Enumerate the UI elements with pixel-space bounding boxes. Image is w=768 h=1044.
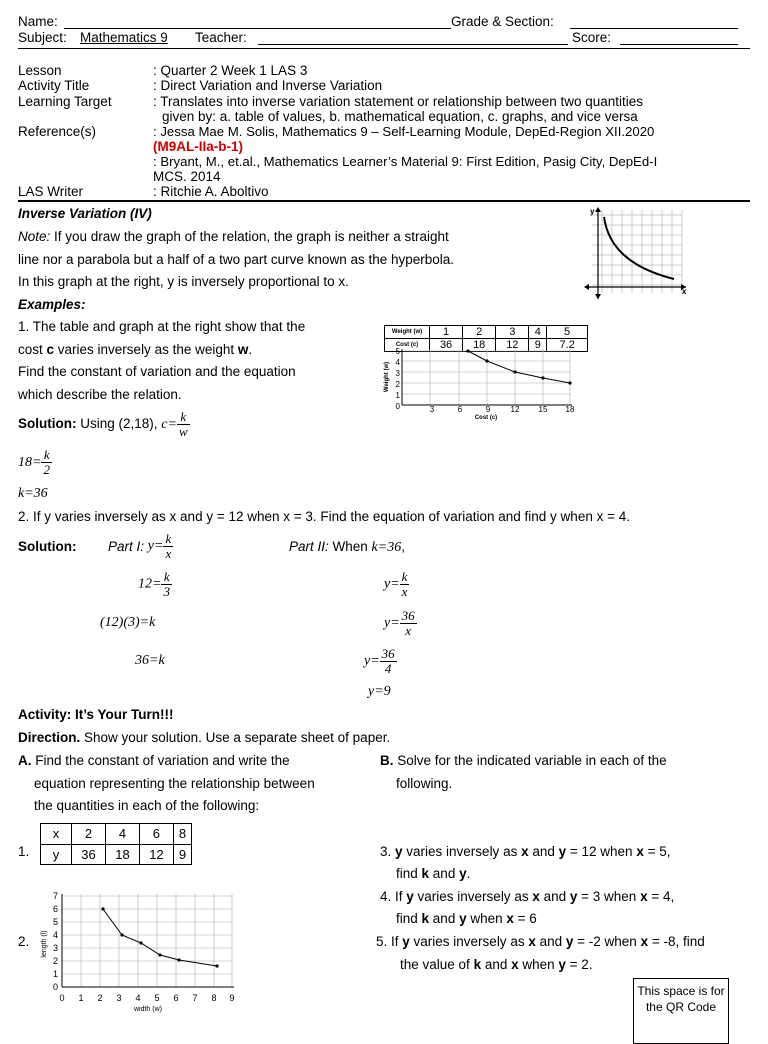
y-tick: 0 bbox=[52, 982, 58, 992]
info-label: Reference(s) bbox=[18, 124, 97, 139]
var: y bbox=[402, 934, 410, 949]
text: = 2. bbox=[565, 957, 593, 972]
var: x bbox=[528, 934, 536, 949]
var: y bbox=[459, 866, 467, 881]
text: varies inversely as bbox=[413, 889, 533, 904]
example1-line bbox=[18, 342, 252, 357]
info-label: Learning Target bbox=[18, 94, 112, 109]
table-cell: 6 bbox=[139, 824, 173, 845]
activity-direction bbox=[18, 730, 390, 745]
fraction bbox=[177, 410, 190, 439]
math: c= bbox=[161, 417, 177, 433]
text: = 4, bbox=[647, 889, 675, 904]
var-c: c bbox=[46, 342, 55, 357]
hyperbola-graph bbox=[582, 205, 692, 301]
svg-text:x: x bbox=[682, 287, 687, 296]
part-label: A. bbox=[18, 753, 32, 768]
y-tick: 3 bbox=[52, 943, 58, 953]
x-tick: 8 bbox=[211, 993, 217, 1003]
table-cell: 36 bbox=[430, 339, 463, 352]
text: = 12 when bbox=[566, 844, 637, 859]
x-tick: 5 bbox=[154, 993, 160, 1003]
example2-question: 2. If y varies inversely as x and y = 12 when x = 3. Find the equation of variation and find y when x = 4. bbox=[18, 509, 630, 524]
y-tick: 1 bbox=[52, 969, 58, 979]
text: Using (2,18), bbox=[76, 416, 162, 432]
part1-step: (12)(3)=k bbox=[100, 615, 156, 630]
var: y bbox=[406, 889, 414, 904]
x-axis-label: width (w) bbox=[133, 1006, 163, 1013]
text: find bbox=[396, 911, 422, 926]
y-tick: 5 bbox=[52, 917, 58, 927]
grade-blank[interactable] bbox=[570, 28, 738, 29]
var: x bbox=[640, 889, 648, 904]
note-text: If you draw the graph of the relation, the graph is neither a straight bbox=[50, 229, 449, 244]
table-cell: 36 bbox=[72, 844, 106, 865]
text: varies inversely as bbox=[402, 844, 522, 859]
var-w: w bbox=[237, 342, 249, 357]
problem-3-cont bbox=[396, 866, 470, 881]
text: the value of bbox=[400, 957, 474, 972]
denominator: 2 bbox=[43, 462, 50, 477]
part-a-line bbox=[18, 753, 290, 768]
info-value: MCS. 2014 bbox=[153, 169, 221, 184]
denominator: 4 bbox=[384, 661, 392, 676]
weight-cost-chart bbox=[380, 345, 590, 423]
note-line: line nor a parabola but a half of a two part curve known as the hyperbola. bbox=[18, 252, 455, 267]
example1-line: 1. The table and graph at the right show that the bbox=[18, 319, 306, 334]
text: Solve for the indicated variable in each of the bbox=[393, 753, 667, 768]
denominator: x bbox=[405, 623, 412, 638]
math: y= bbox=[384, 576, 400, 592]
part-a-line: the quantities in each of the following: bbox=[34, 798, 260, 813]
text: varies inversely as the weight bbox=[54, 342, 238, 357]
part1-equation bbox=[108, 532, 173, 561]
var: x bbox=[532, 889, 540, 904]
example1-step: k=36 bbox=[18, 486, 48, 501]
text: varies inversely as bbox=[409, 934, 529, 949]
info-label: Lesson bbox=[18, 63, 62, 78]
problem-5-cont bbox=[400, 957, 593, 972]
denominator: 3 bbox=[163, 584, 170, 599]
y-tick: 3 bbox=[395, 369, 400, 378]
text: = 3 when bbox=[577, 889, 641, 904]
note-line: In this graph at the right, y is inversely proportional to x. bbox=[18, 274, 349, 289]
y-tick: 4 bbox=[395, 358, 400, 367]
fraction bbox=[380, 647, 397, 676]
y-tick: 0 bbox=[395, 402, 400, 411]
numerator: k bbox=[161, 570, 172, 585]
numerator: 36 bbox=[401, 608, 415, 623]
subject-value: Mathematics 9 bbox=[80, 30, 168, 45]
example1-solution bbox=[18, 410, 190, 439]
info-value: : Quarter 2 Week 1 LAS 3 bbox=[153, 63, 308, 78]
table-cell: 12 bbox=[139, 844, 173, 865]
x-tick: 3 bbox=[429, 405, 435, 414]
text: = 6 bbox=[513, 911, 537, 926]
y-tick: 1 bbox=[395, 391, 400, 400]
math: y= bbox=[364, 653, 380, 669]
text: and bbox=[481, 957, 512, 972]
table-cell: 2 bbox=[463, 326, 496, 339]
table-cell: 5 bbox=[547, 326, 588, 339]
example1-step bbox=[18, 448, 52, 477]
note-line bbox=[18, 229, 449, 244]
math: 12= bbox=[138, 576, 162, 592]
x-tick: 9 bbox=[229, 993, 235, 1003]
y-tick: 4 bbox=[52, 930, 58, 940]
numerator: k bbox=[401, 569, 408, 584]
x-tick: 9 bbox=[485, 405, 491, 414]
example1-line: which describe the relation. bbox=[18, 387, 182, 402]
table-cell: 9 bbox=[173, 844, 191, 865]
x-tick: 2 bbox=[97, 993, 103, 1003]
table-cell: 4 bbox=[105, 824, 139, 845]
text: and bbox=[429, 866, 460, 881]
part2-step bbox=[364, 647, 397, 676]
var: x bbox=[521, 844, 529, 859]
teacher-label: Teacher: bbox=[195, 30, 247, 45]
x-tick: 6 bbox=[173, 993, 179, 1003]
info-label: Activity Title bbox=[18, 78, 90, 93]
x-tick: 15 bbox=[538, 405, 548, 414]
part2-step: y=9 bbox=[368, 684, 391, 699]
svg-text:y: y bbox=[590, 207, 595, 216]
problem-5 bbox=[376, 934, 705, 949]
fraction bbox=[163, 532, 173, 561]
part-b-line bbox=[380, 753, 667, 768]
info-value: : Translates into inverse variation statement or relationship between two quantities bbox=[153, 94, 644, 109]
part2-step bbox=[384, 609, 417, 638]
item-number: 1. bbox=[18, 844, 30, 859]
text: Find the constant of variation and write the bbox=[31, 753, 290, 768]
x-tick: 0 bbox=[59, 993, 65, 1003]
var: k bbox=[421, 866, 430, 881]
direction-label: Direction. bbox=[18, 730, 81, 745]
subject-label: Subject: bbox=[18, 30, 67, 45]
note-label: Note: bbox=[18, 229, 51, 244]
x-tick: 12 bbox=[510, 405, 520, 414]
text: 4. If bbox=[380, 889, 407, 904]
denominator: x bbox=[165, 546, 172, 561]
text: when bbox=[518, 957, 559, 972]
x-tick: 18 bbox=[565, 405, 575, 414]
math: k=36 bbox=[371, 540, 402, 555]
table-cell: 9 bbox=[529, 339, 547, 352]
part-b-line: following. bbox=[396, 776, 453, 791]
info-divider bbox=[18, 200, 750, 202]
var: k bbox=[421, 911, 430, 926]
var: x bbox=[506, 911, 514, 926]
denominator: x bbox=[401, 584, 408, 599]
info-value: given by: a. table of values, b. mathematical equation, c. graphs, and vice versa bbox=[162, 109, 638, 124]
table-header: Weight (w) bbox=[385, 326, 430, 339]
var: y bbox=[565, 934, 574, 949]
examples-label: Examples: bbox=[18, 297, 86, 312]
numerator: k bbox=[165, 531, 172, 546]
table-header: y bbox=[41, 844, 72, 865]
y-tick: 7 bbox=[52, 891, 58, 901]
text: find bbox=[396, 866, 422, 881]
table-cell: 3 bbox=[496, 326, 529, 339]
name-blank[interactable] bbox=[64, 28, 451, 29]
info-value: : Direct Variation and Inverse Variation bbox=[153, 78, 383, 93]
table-cell: 12 bbox=[496, 339, 529, 352]
fraction bbox=[41, 448, 52, 477]
score-blank[interactable] bbox=[620, 44, 738, 45]
var: y bbox=[459, 911, 467, 926]
name-label: Name: bbox=[18, 14, 58, 29]
info-label: LAS Writer bbox=[18, 184, 84, 199]
part1-step: 36=k bbox=[135, 653, 165, 668]
text: when bbox=[466, 911, 507, 926]
x-tick: 6 bbox=[457, 405, 463, 414]
table-header: x bbox=[41, 824, 72, 845]
numerator: 36 bbox=[381, 646, 395, 661]
y-tick: 2 bbox=[395, 380, 400, 389]
grade-label: Grade & Section: bbox=[451, 14, 554, 29]
x-tick: 4 bbox=[135, 993, 141, 1003]
problem-4-cont bbox=[396, 911, 537, 926]
fraction bbox=[161, 570, 172, 599]
fraction bbox=[400, 609, 417, 638]
text: = 5, bbox=[643, 844, 671, 859]
x-axis-label: Cost (c) bbox=[474, 415, 498, 421]
text: . bbox=[248, 342, 253, 357]
text: and bbox=[528, 844, 559, 859]
activity-title: Activity: It’s Your Turn!!! bbox=[18, 707, 174, 722]
text: Show your solution. Use a separate sheet of paper. bbox=[80, 730, 391, 745]
competency-code: (M9AL-IIa-b-1) bbox=[153, 139, 243, 154]
text: = -8, find bbox=[648, 934, 705, 949]
table-header: Cost (c) bbox=[385, 339, 430, 352]
text: , bbox=[401, 539, 405, 554]
problem-4 bbox=[380, 889, 674, 904]
part-a-line: equation representing the relationship between bbox=[34, 776, 315, 791]
score-label: Score: bbox=[572, 30, 612, 45]
part-label: B. bbox=[380, 753, 394, 768]
text: and bbox=[535, 934, 566, 949]
table-cell: 4 bbox=[529, 326, 547, 339]
problem-3 bbox=[380, 844, 671, 859]
header-divider bbox=[18, 48, 750, 49]
table-cell: 1 bbox=[430, 326, 463, 339]
info-value: : Jessa Mae M. Solis, Mathematics 9 – Self-Learning Module, DepEd-Region XII.2020 bbox=[153, 124, 655, 139]
item-number: 2. bbox=[18, 934, 30, 949]
info-value: : Ritchie A. Aboltivo bbox=[153, 184, 269, 199]
math: 18= bbox=[18, 455, 42, 471]
xy-table bbox=[40, 823, 192, 865]
solution-label: Solution: bbox=[18, 539, 77, 554]
var: k bbox=[473, 957, 482, 972]
table-cell: 8 bbox=[173, 824, 191, 845]
x-tick: 1 bbox=[78, 993, 84, 1003]
text: cost bbox=[18, 342, 47, 357]
info-value: : Bryant, M., et.al., Mathematics Learner’s Material 9: First Edition, Pasig City, DepEd-I bbox=[153, 154, 658, 169]
table-cell: 2 bbox=[72, 824, 106, 845]
part-label: Part I: bbox=[108, 539, 145, 554]
solution-label: Solution: bbox=[18, 416, 77, 432]
example1-line: Find the constant of variation and the equation bbox=[18, 364, 296, 379]
part1-step bbox=[138, 570, 172, 599]
numerator: k bbox=[41, 448, 52, 463]
var: x bbox=[636, 844, 644, 859]
table-cell: 18 bbox=[105, 844, 139, 865]
y-tick: 5 bbox=[395, 347, 400, 356]
math: y= bbox=[384, 615, 400, 631]
numerator: k bbox=[177, 410, 190, 425]
width-length-chart bbox=[38, 888, 238, 1018]
x-tick: 7 bbox=[192, 993, 198, 1003]
table-cell: 7.2 bbox=[547, 339, 588, 352]
qr-code-placeholder: This space is for the QR Code bbox=[633, 978, 729, 1044]
text: When bbox=[328, 539, 372, 554]
math: y= bbox=[147, 538, 164, 554]
part2-step bbox=[384, 570, 409, 599]
fraction bbox=[400, 570, 410, 599]
text: = -2 when bbox=[573, 934, 641, 949]
y-tick: 2 bbox=[52, 956, 58, 966]
var: y bbox=[558, 844, 567, 859]
var: y bbox=[558, 957, 566, 972]
part-label: Part II: bbox=[289, 539, 329, 554]
var: x bbox=[640, 934, 649, 949]
var: y bbox=[569, 889, 578, 904]
part2-header bbox=[289, 539, 405, 556]
section-title: Inverse Variation (IV) bbox=[18, 206, 152, 221]
table-cell: 18 bbox=[463, 339, 496, 352]
var: y bbox=[395, 844, 403, 859]
y-axis-label: length (l) bbox=[41, 930, 48, 958]
text: 3. bbox=[380, 844, 396, 859]
text: 5. If bbox=[376, 934, 403, 949]
x-tick: 3 bbox=[116, 993, 122, 1003]
text: and bbox=[429, 911, 460, 926]
text: . bbox=[466, 866, 471, 881]
teacher-blank[interactable] bbox=[258, 44, 568, 45]
denominator: w bbox=[178, 424, 188, 439]
y-tick: 6 bbox=[52, 904, 58, 914]
text: and bbox=[539, 889, 570, 904]
y-axis-label: Weight (w) bbox=[384, 361, 390, 393]
var: x bbox=[511, 957, 519, 972]
